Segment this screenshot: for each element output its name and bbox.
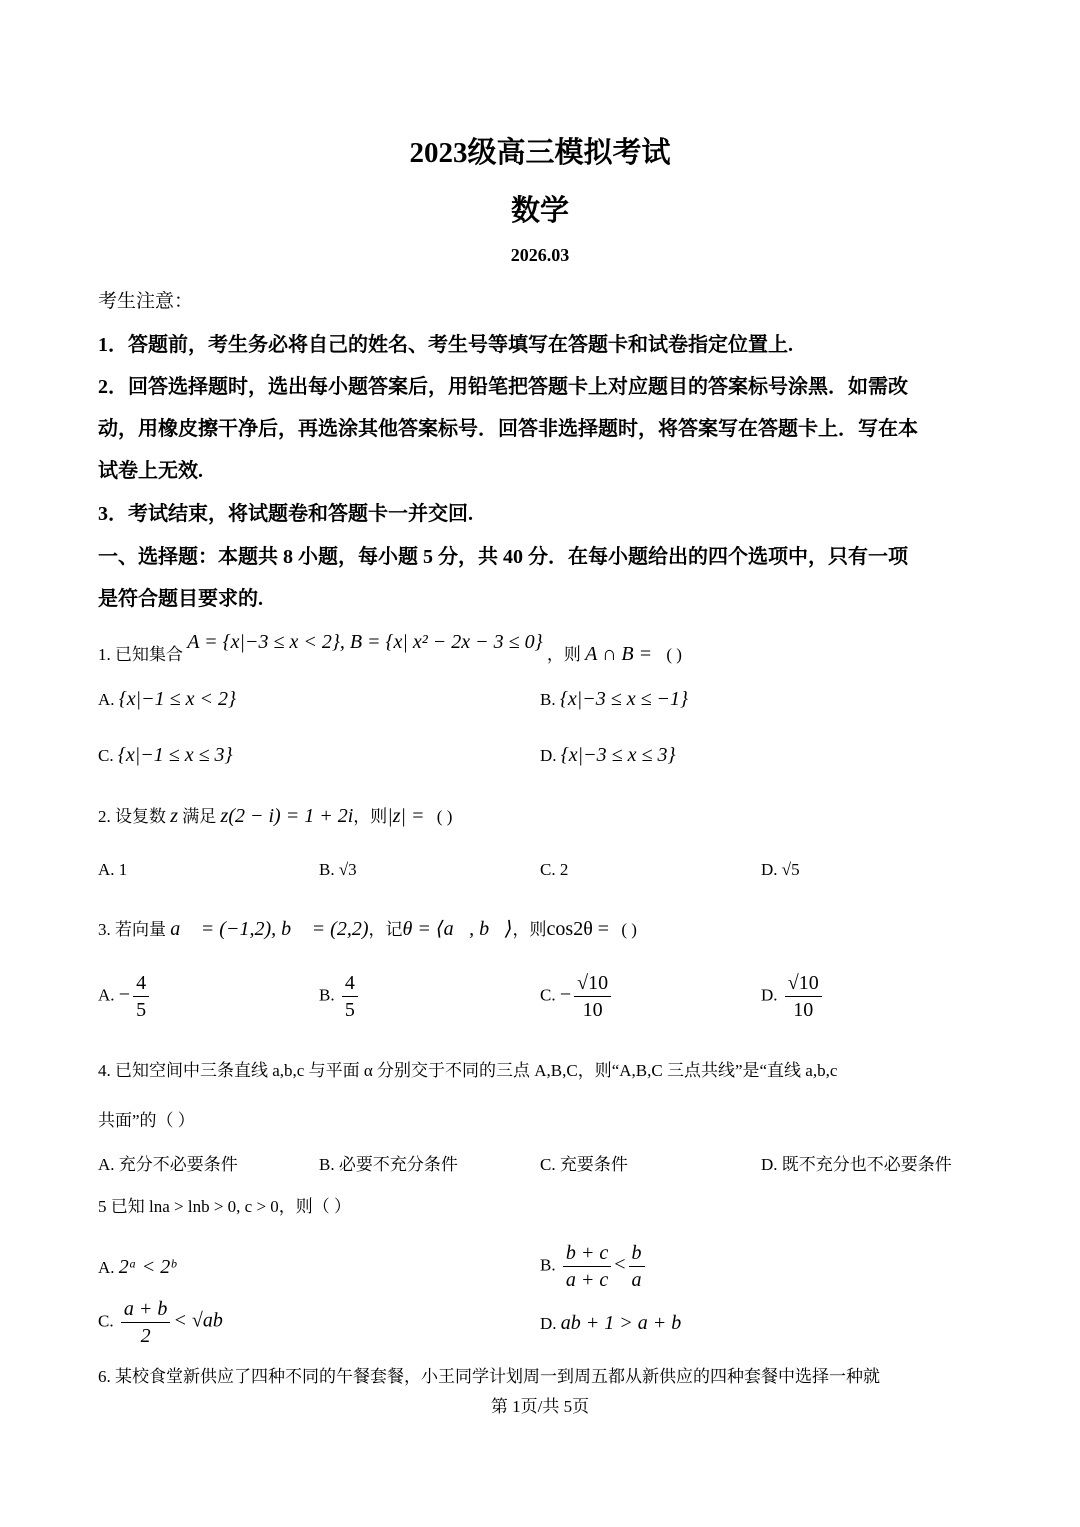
option-d: D. √5 (761, 860, 800, 879)
notice-item: 3．考试结束，将试题卷和答题卡一并交回. (98, 503, 473, 525)
option-d: D. $\frac{√10}{10}$ (761, 970, 825, 1023)
option-b: B. {x|−3 ≤ x ≤ −1} (540, 688, 689, 710)
page-footer: 第 1页/共 5页 (490, 1397, 590, 1416)
option-a: A. 2ᵃ < 2ᵇ (98, 1256, 176, 1278)
section-heading-cont: 是符合题目要求的. (98, 588, 263, 610)
option-d: D. {x|−3 ≤ x ≤ 3} (540, 744, 676, 766)
q1-tail: ，则 (546, 645, 581, 664)
question-2: 2. 设复数 z 满足 z(2 − i) = 1 + 2i，则|z| = ( ) (98, 805, 453, 827)
q1-math2: A ∩ B = (585, 643, 653, 665)
notice-item: 1．答题前，考生务必将自己的姓名、考生号等填写在答题卡和试卷指定位置上. (98, 334, 793, 356)
question-5: 5 已知 lna > lnb > 0, c > 0，则（ ） (98, 1197, 352, 1216)
option-a: A. 1 (98, 860, 128, 879)
notice-heading: 考生注意： (98, 291, 194, 312)
option-b: B. 必要不充分条件 (319, 1155, 458, 1174)
option-a: A. − $\frac{4}{5}$ (98, 970, 152, 1023)
option-b: B. √3 (319, 860, 357, 879)
option-c: C. − $\frac{√10}{10}$ (540, 970, 614, 1023)
option-b: B. $\frac{4}{5}$ (319, 970, 361, 1023)
notice-item: 动，用橡皮擦干净后，再选涂其他答案标号．回答非选择题时，将答案写在答题卡上．写在本 (98, 418, 918, 440)
subject-title: 数学 (510, 195, 569, 227)
question-4-cont: 共面”的（ ） (98, 1111, 195, 1130)
notice-item: 试卷上无效. (98, 460, 203, 482)
notice-item: 2．回答选择题时，选出每小题答案后，用铅笔把答题卡上对应题目的答案标号涂黑．如需改 (98, 376, 908, 398)
question-3: 3. 若向量 a⃗ = (−1,2), b⃗ = (2,2)，记θ = ⟨a⃗, b⃗⟩，则cos2θ = ( ) (98, 918, 637, 940)
option-d: D. ab + 1 > a + b (540, 1312, 682, 1334)
option-d: D. 既不充分也不必要条件 (761, 1155, 952, 1174)
option-b: B. $\frac{b + c}{a + c}$ < $\frac{b}{a}$ (540, 1240, 648, 1293)
answer-paren: ( ) (666, 645, 682, 664)
q1-stem: 1. 已知集合 (98, 645, 183, 664)
exam-title: 2023级高三模拟考试 (409, 137, 671, 169)
option-c: C. $\frac{a + b}{2}$ < √ab (98, 1298, 223, 1347)
option-a: A. 充分不必要条件 (98, 1155, 238, 1174)
option-c: C. 充要条件 (540, 1155, 628, 1174)
question-1 (98, 631, 682, 666)
option-c: C. {x|−1 ≤ x ≤ 3} (98, 744, 233, 766)
question-4: 4. 已知空间中三条直线 a,b,c 与平面 α 分别交于不同的三点 A,B,C，则“A,B,C 三点共线”是“直线 a,b,c (98, 1061, 838, 1080)
q1-math: A = {x|−3 ≤ x < 2}, B = {x| x² − 2x − 3 ≤ 0} (187, 631, 543, 653)
option-a: A. {x|−1 ≤ x < 2} (98, 688, 236, 710)
option-c: C. 2 (540, 860, 569, 879)
exam-date: 2026.03 (510, 245, 570, 265)
question-6: 6. 某校食堂新供应了四种不同的午餐套餐，小王同学计划周一到周五都从新供应的四种套餐中选择一种就 (98, 1367, 880, 1386)
section-heading: 一、选择题：本题共 8 小题，每小题 5 分，共 40 分．在每小题给出的四个选项中，只有一项 (98, 546, 908, 568)
